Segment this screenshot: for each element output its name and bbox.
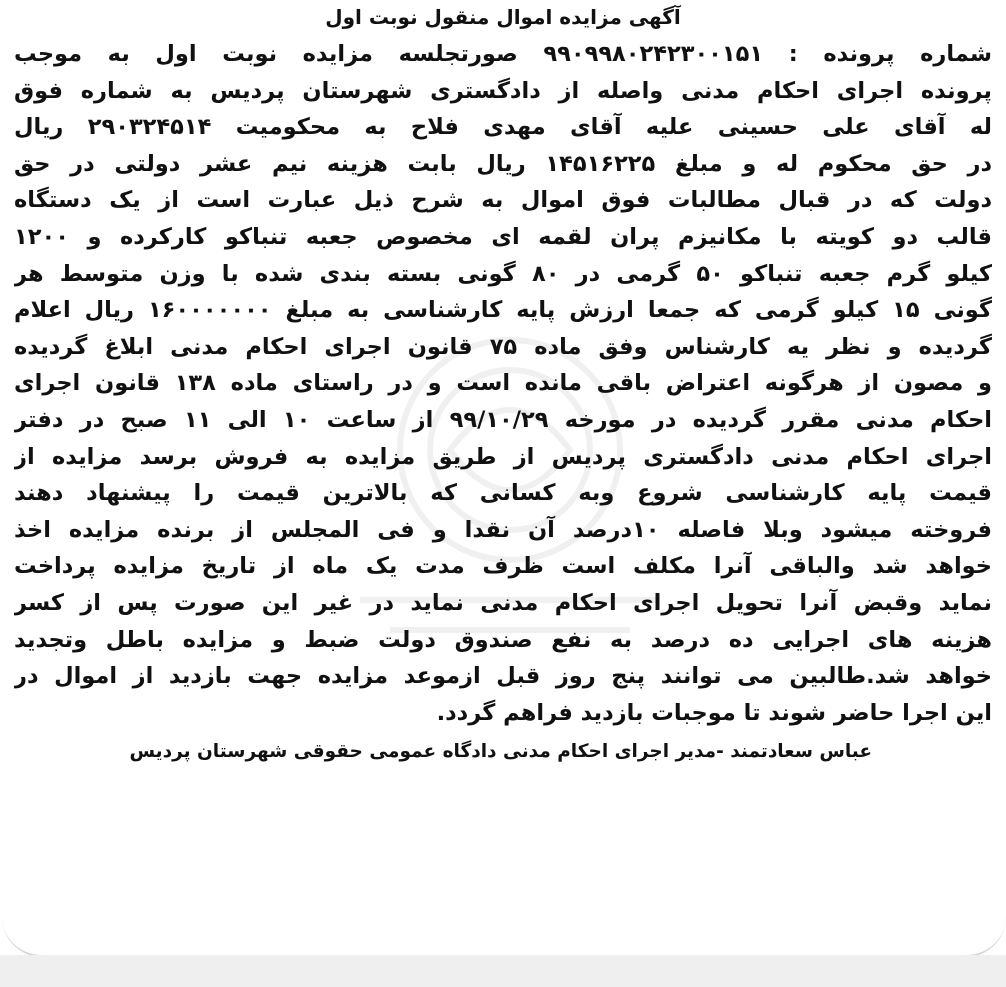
notice-body-line: له آقای علی حسینی علیه آقای مهدی فلاح به محکومیت ۲۹۰۳۲۴۵۱۴ ریال [14, 114, 992, 141]
notice-body-line: گردیده و نظر یه کارشناس وفق ماده ۷۵ قانون اجرای احکام مدنی ابلاغ گردیده [14, 333, 992, 360]
notice-body-line: قالب دو کویته با مکانیزم پران لقمه ای مخصوص جعبه تنباکو کارکرده و ۱۲۰۰ [14, 223, 992, 250]
notice-body-line: قیمت پایه کارشناسی شروع وبه کسانی که بالاترین قیمت را پیشنهاد دهند [14, 480, 992, 507]
notice-body-line: هزینه های اجرایی ده درصد به نفع صندوق دولت ضبط و مزایده باطل وتجدید [14, 626, 992, 653]
auction-notice [14, 2, 992, 767]
notice-body-line: این اجرا حاضر شوند تا موجبات بازدید فراهم گردد. [436, 699, 992, 726]
notice-body-line: خواهد شد والباقی آنرا مکلف است ظرف مدت یک ماه از تاریخ مزایده پرداخت [14, 553, 992, 580]
notice-body-line: نماید وقبض آنرا تحویل اجرای احکام مدنی نماید در غیر این صورت پس از کسر [14, 589, 992, 616]
footer-band [0, 955, 1006, 987]
notice-body-line: پرونده اجرای احکام مدنی واصله از دادگستری شهرستان پردیس به شماره فوق [14, 77, 992, 104]
notice-body-line: احکام مدنی مقرر گردیده در مورخه ۹۹/۱۰/۲۹ از ساعت ۱۰ الی ۱۱ صبح در دفتر [14, 406, 992, 433]
notice-body-line: در حق محکوم له و مبلغ ۱۴۵۱۶۲۲۵ ریال بابت هزینه نیم عشر دولتی در حق [14, 150, 992, 177]
notice-body-line: فروخته میشود وبلا فاصله ۱۰درصد آن نقدا و فی المجلس از برنده مزایده اخذ [14, 516, 992, 543]
notice-body-line: اجرای احکام مدنی دادگستری پردیس از طریق مزایده به فروش برسد مزایده از [14, 443, 992, 470]
notice-body-line: شماره پرونده : ۹۹۰۹۹۸۰۲۴۲۳۰۰۱۵۱ صورتجلسه مزایده نوبت اول به موجب [14, 41, 992, 67]
notice-body-line: کیلو گرم جعبه تنباکو ۵۰ گرمی در ۸۰ گونی بسته بندی شده با وزن متوسط هر [14, 260, 992, 287]
notice-title: آگهی مزایده اموال منقول نوبت اول [325, 5, 681, 29]
notice-signature: عباس سعادتمند -مدیر اجرای احکام مدنی دادگاه عمومی حقوقی شهرستان پردیس [129, 741, 872, 763]
notice-body [14, 36, 992, 731]
notice-body-line: خواهد شد.طالبین می توانند پنج روز قبل ازموعد مزایده جهت بازدید از اموال در [14, 663, 992, 690]
notice-body-line: گونی ۱۵ کیلو گرمی که جمعا ارزش پایه کارشناسی به مبلغ ۱۶۰۰۰۰۰۰۰ ریال اعلام [14, 297, 992, 324]
notice-body-line: و مصون از هرگونه اعتراض باقی مانده است و در راستای ماده ۱۳۸ قانون اجرای [14, 370, 992, 397]
notice-body-line: دولت که در قبال مطالبات فوق اموال به شرح ذیل عبارت است از یک دستگاه [14, 187, 992, 214]
